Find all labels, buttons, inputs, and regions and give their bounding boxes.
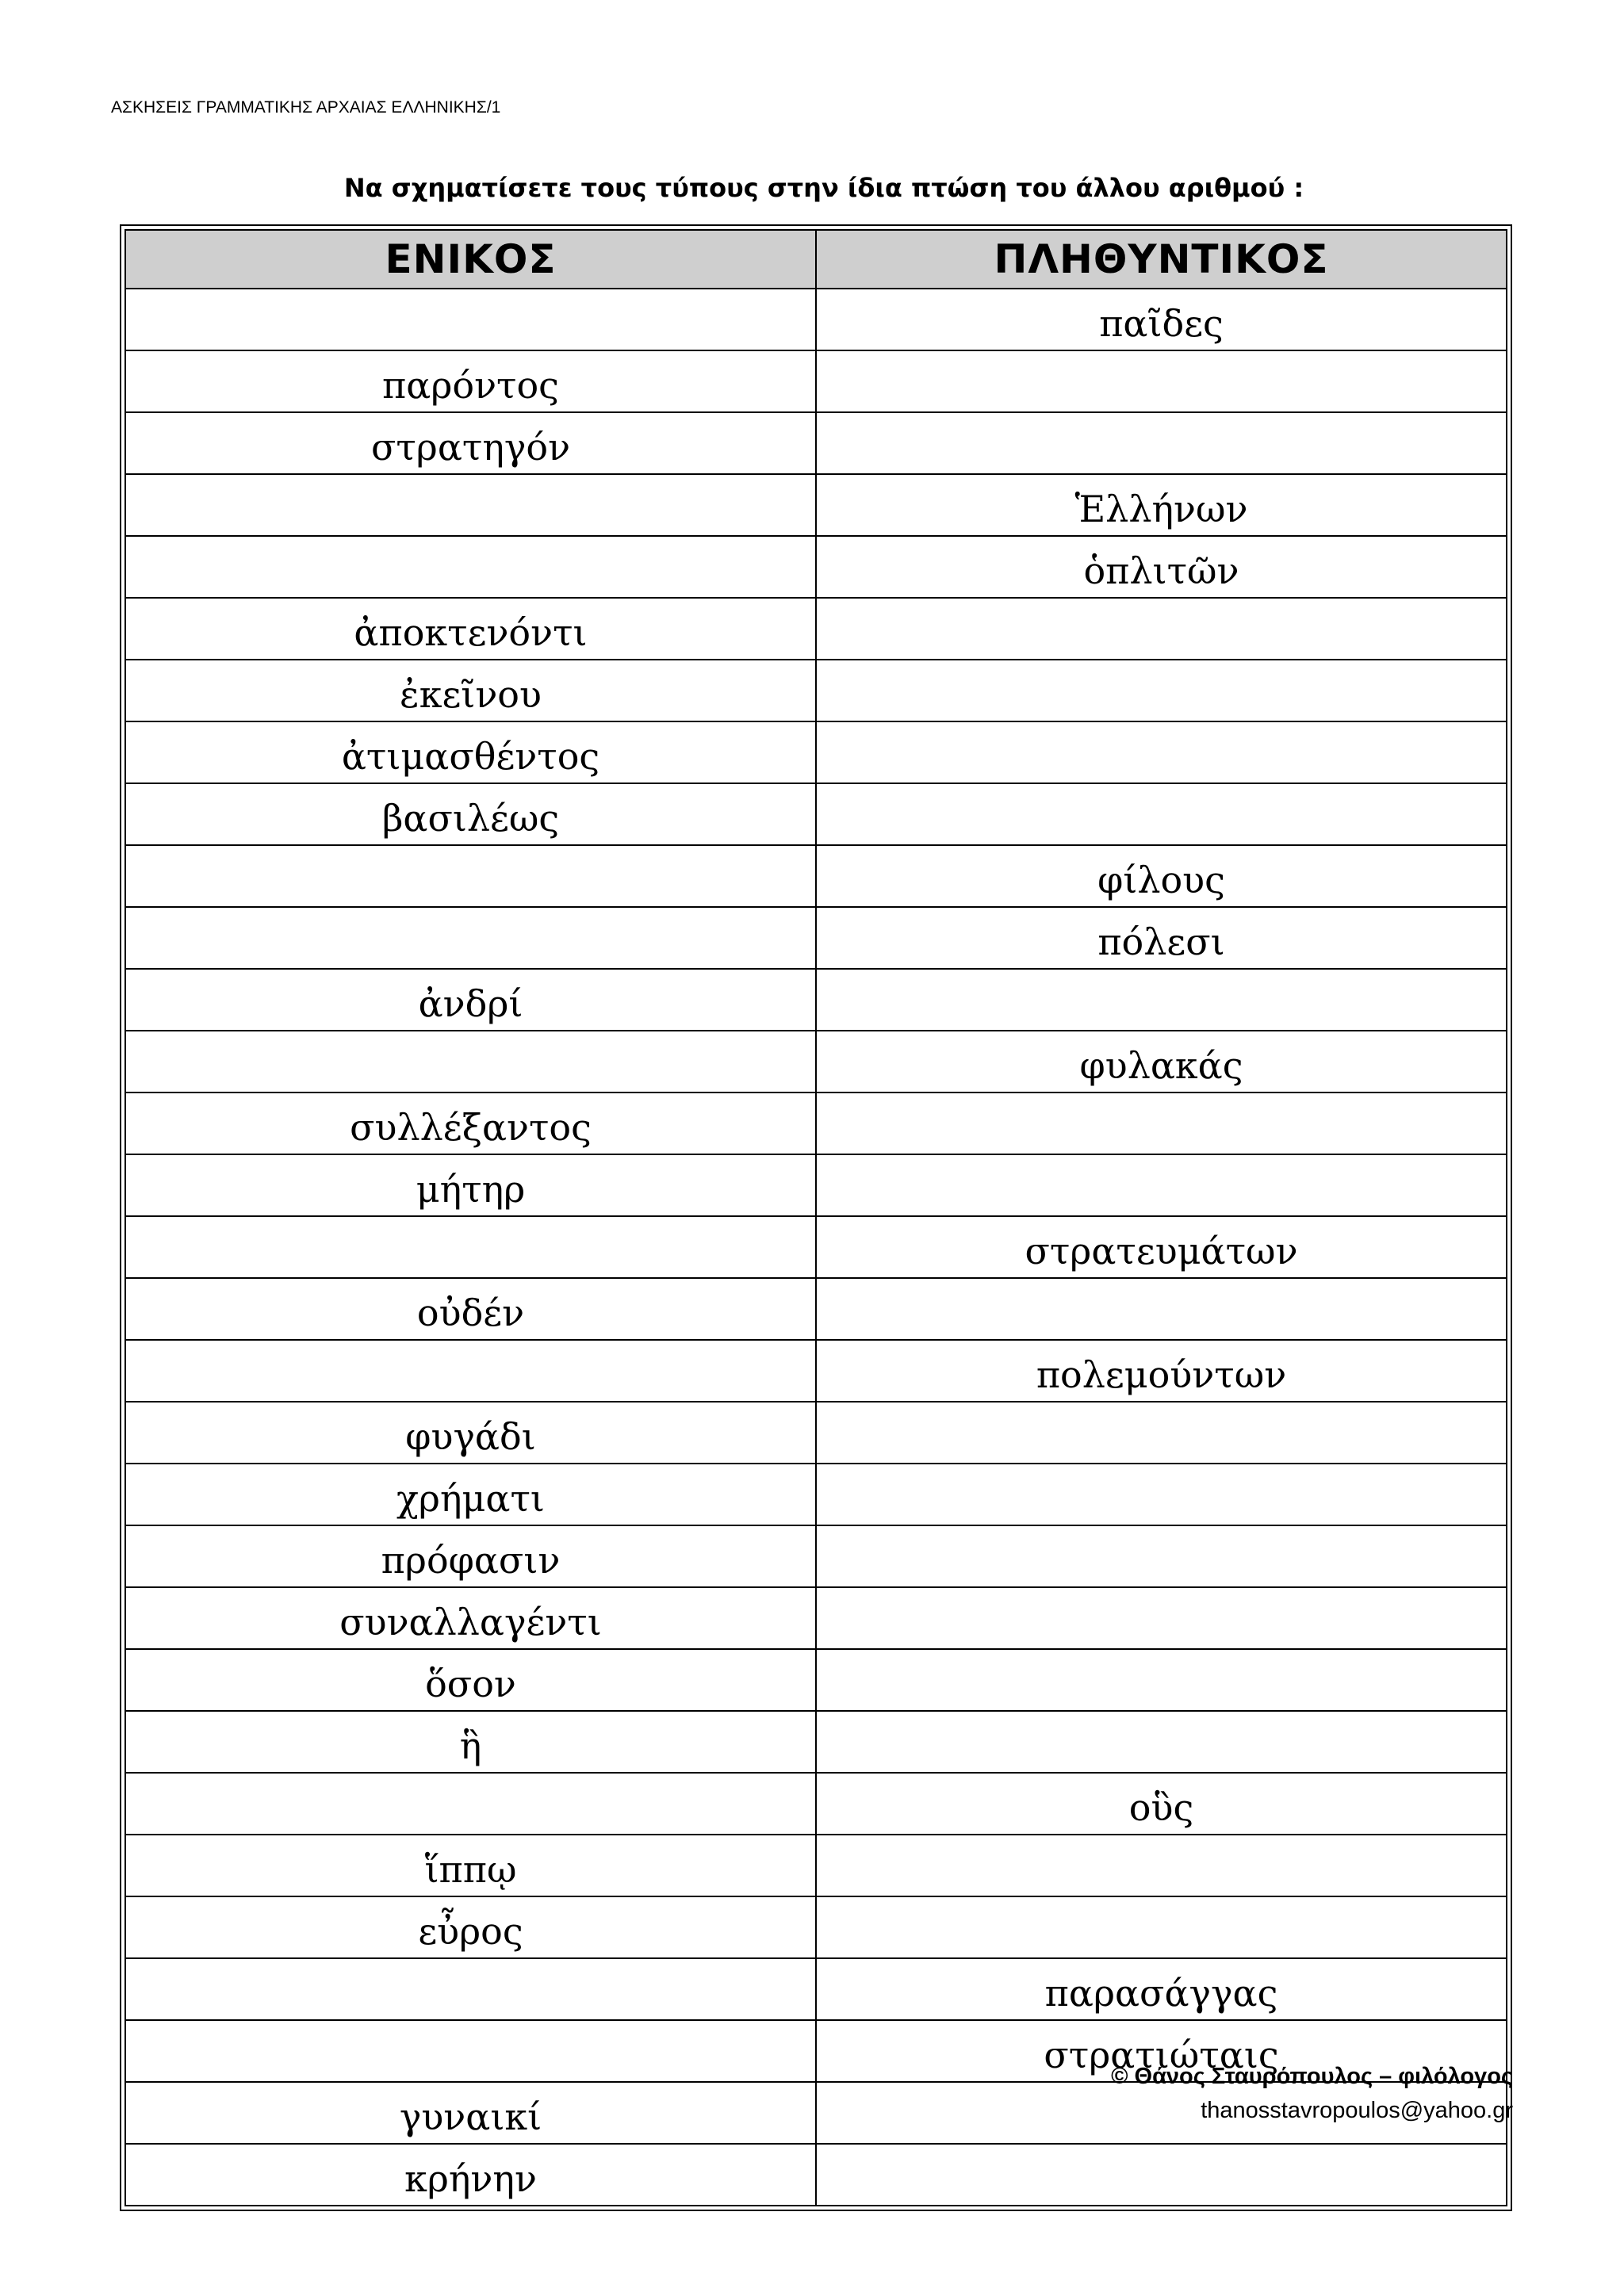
column-header-singular: ΕΝΙΚΟΣ	[125, 230, 816, 289]
cell-plural[interactable]	[816, 289, 1507, 350]
column-header-plural: ΠΛΗΘΥΝΤΙΚΟΣ	[816, 230, 1507, 289]
cell-singular[interactable]	[125, 474, 816, 536]
copyright-line: © Θάνος Σταυρόπουλος – φιλόλογος	[1111, 2064, 1513, 2089]
cell-plural[interactable]	[816, 474, 1507, 536]
table-row	[125, 1216, 1507, 1278]
cell-singular[interactable]	[125, 1649, 816, 1711]
cell-singular[interactable]	[125, 1711, 816, 1773]
cell-plural[interactable]	[816, 969, 1507, 1031]
cell-singular[interactable]	[125, 721, 816, 783]
cell-singular[interactable]	[125, 1464, 816, 1525]
cell-singular[interactable]	[125, 845, 816, 907]
table-row	[125, 721, 1507, 783]
cell-singular-text: ἐκεῖνου	[400, 673, 542, 716]
cell-singular[interactable]	[125, 969, 816, 1031]
cell-singular[interactable]	[125, 1835, 816, 1896]
cell-plural[interactable]	[816, 1154, 1507, 1216]
cell-singular[interactable]	[125, 412, 816, 474]
cell-plural[interactable]	[816, 1031, 1507, 1093]
cell-singular-text: γυναικί	[399, 2095, 542, 2138]
cell-singular-text: ἣ	[459, 1724, 482, 1767]
cell-plural-text: οὓς	[1128, 1786, 1194, 1829]
cell-singular[interactable]	[125, 289, 816, 350]
table-row	[125, 350, 1507, 412]
cell-singular-text: συναλλαγέντι	[339, 1601, 602, 1644]
exercise-instruction: Να σχηματίσετε τους τύπους στην ίδια πτώση του άλλου αριθμού :	[343, 173, 1304, 203]
cell-plural[interactable]	[816, 1711, 1507, 1773]
table-row	[125, 1958, 1507, 2020]
cell-plural[interactable]	[816, 783, 1507, 845]
table-row	[125, 1031, 1507, 1093]
cell-plural[interactable]	[816, 1773, 1507, 1835]
cell-plural[interactable]	[816, 1464, 1507, 1525]
cell-plural[interactable]	[816, 1340, 1507, 1402]
table-row	[125, 2144, 1507, 2206]
exercise-table	[124, 229, 1507, 2206]
table-row	[125, 598, 1507, 660]
cell-singular-text: βασιλέως	[381, 797, 560, 840]
cell-singular[interactable]	[125, 598, 816, 660]
cell-singular-text: φυγάδι	[405, 1415, 536, 1458]
cell-singular-text: ἵππῳ	[424, 1848, 517, 1891]
cell-plural[interactable]	[816, 660, 1507, 721]
cell-singular-text: οὐδέν	[416, 1292, 525, 1334]
cell-plural-text: παρασάγγας	[1044, 1972, 1278, 2015]
cell-singular[interactable]	[125, 1587, 816, 1649]
cell-singular-text: μήτηρ	[416, 1168, 526, 1211]
cell-singular[interactable]	[125, 1896, 816, 1958]
table-row	[125, 1896, 1507, 1958]
table-row	[125, 1525, 1507, 1587]
cell-plural-text: παῖδες	[1099, 302, 1224, 345]
cell-plural-text: Ἑλλήνων	[1074, 488, 1248, 530]
cell-singular[interactable]	[125, 1340, 816, 1402]
cell-singular[interactable]	[125, 1402, 816, 1464]
cell-singular-text: ἀνδρί	[418, 982, 523, 1025]
cell-singular[interactable]	[125, 536, 816, 598]
cell-plural[interactable]	[816, 598, 1507, 660]
cell-plural[interactable]	[816, 1835, 1507, 1896]
cell-plural[interactable]	[816, 1402, 1507, 1464]
cell-singular-text: ὅσον	[425, 1663, 516, 1705]
table-row	[125, 1340, 1507, 1402]
cell-plural[interactable]	[816, 721, 1507, 783]
cell-plural-text: πόλεσι	[1097, 920, 1225, 963]
cell-singular[interactable]	[125, 1773, 816, 1835]
cell-singular[interactable]	[125, 2020, 816, 2082]
cell-plural[interactable]	[816, 1278, 1507, 1340]
exercise-table-frame	[120, 224, 1512, 2211]
table-row	[125, 1093, 1507, 1154]
table-row	[125, 969, 1507, 1031]
document-header: ΑΣΚΗΣΕΙΣ ΓΡΑΜΜΑΤΙΚΗΣ ΑΡΧΑΙΑΣ ΕΛΛΗΝΙΚΗΣ/1	[111, 98, 501, 117]
cell-singular[interactable]	[125, 2144, 816, 2206]
cell-plural[interactable]	[816, 1587, 1507, 1649]
table-body	[125, 289, 1507, 2206]
cell-plural[interactable]	[816, 1896, 1507, 1958]
table-row	[125, 1402, 1507, 1464]
cell-plural[interactable]	[816, 1525, 1507, 1587]
cell-singular-text: χρήματι	[396, 1477, 545, 1520]
cell-plural[interactable]	[816, 412, 1507, 474]
cell-singular-text: ἀτιμασθέντος	[341, 735, 600, 778]
table-row	[125, 845, 1507, 907]
table-row	[125, 474, 1507, 536]
cell-plural-text: στρατιώταις	[1044, 2034, 1279, 2076]
table-row	[125, 783, 1507, 845]
cell-singular[interactable]	[125, 1278, 816, 1340]
cell-singular[interactable]	[125, 783, 816, 845]
table-row	[125, 536, 1507, 598]
table-row	[125, 1649, 1507, 1711]
cell-singular-text: στρατηγόν	[370, 426, 571, 469]
cell-singular[interactable]	[125, 660, 816, 721]
table-row	[125, 660, 1507, 721]
cell-plural[interactable]	[816, 1093, 1507, 1154]
table-row	[125, 1711, 1507, 1773]
cell-singular-text: εὖρος	[418, 1910, 523, 1953]
table-row	[125, 1278, 1507, 1340]
table-row	[125, 907, 1507, 969]
cell-plural[interactable]	[816, 907, 1507, 969]
cell-singular[interactable]	[125, 1031, 816, 1093]
table-row	[125, 1464, 1507, 1525]
cell-plural-text: ὁπλιτῶν	[1083, 549, 1239, 592]
cell-plural-text: στρατευμάτων	[1025, 1230, 1298, 1272]
table-row	[125, 289, 1507, 350]
table-row	[125, 1154, 1507, 1216]
cell-singular[interactable]	[125, 1216, 816, 1278]
cell-singular[interactable]	[125, 350, 816, 412]
cell-singular-text: παρόντος	[382, 364, 559, 407]
cell-plural[interactable]	[816, 350, 1507, 412]
cell-plural[interactable]	[816, 1958, 1507, 2020]
cell-singular[interactable]	[125, 1958, 816, 2020]
table-row	[125, 1587, 1507, 1649]
cell-plural-text: πολεμούντων	[1036, 1353, 1287, 1396]
cell-singular-text: πρόφασιν	[381, 1539, 561, 1582]
table-row	[125, 1773, 1507, 1835]
cell-plural[interactable]	[816, 1649, 1507, 1711]
cell-singular-text: ἀποκτενόντι	[354, 611, 588, 654]
cell-singular[interactable]	[125, 2082, 816, 2144]
author-email: thanosstavropoulos@yahoo.gr	[1201, 2098, 1513, 2123]
cell-plural[interactable]	[816, 845, 1507, 907]
cell-singular[interactable]	[125, 1525, 816, 1587]
cell-singular-text: κρήνην	[404, 2157, 537, 2200]
table-row	[125, 412, 1507, 474]
cell-plural[interactable]	[816, 1216, 1507, 1278]
cell-singular-text: συλλέξαντος	[350, 1106, 592, 1149]
cell-plural-text: φυλακάς	[1079, 1044, 1243, 1087]
cell-singular[interactable]	[125, 907, 816, 969]
cell-singular[interactable]	[125, 1093, 816, 1154]
cell-plural[interactable]	[816, 536, 1507, 598]
cell-singular[interactable]	[125, 1154, 816, 1216]
table-row	[125, 1835, 1507, 1896]
cell-plural[interactable]	[816, 2144, 1507, 2206]
table-header-row	[125, 230, 1507, 289]
cell-plural-text: φίλους	[1097, 859, 1225, 901]
